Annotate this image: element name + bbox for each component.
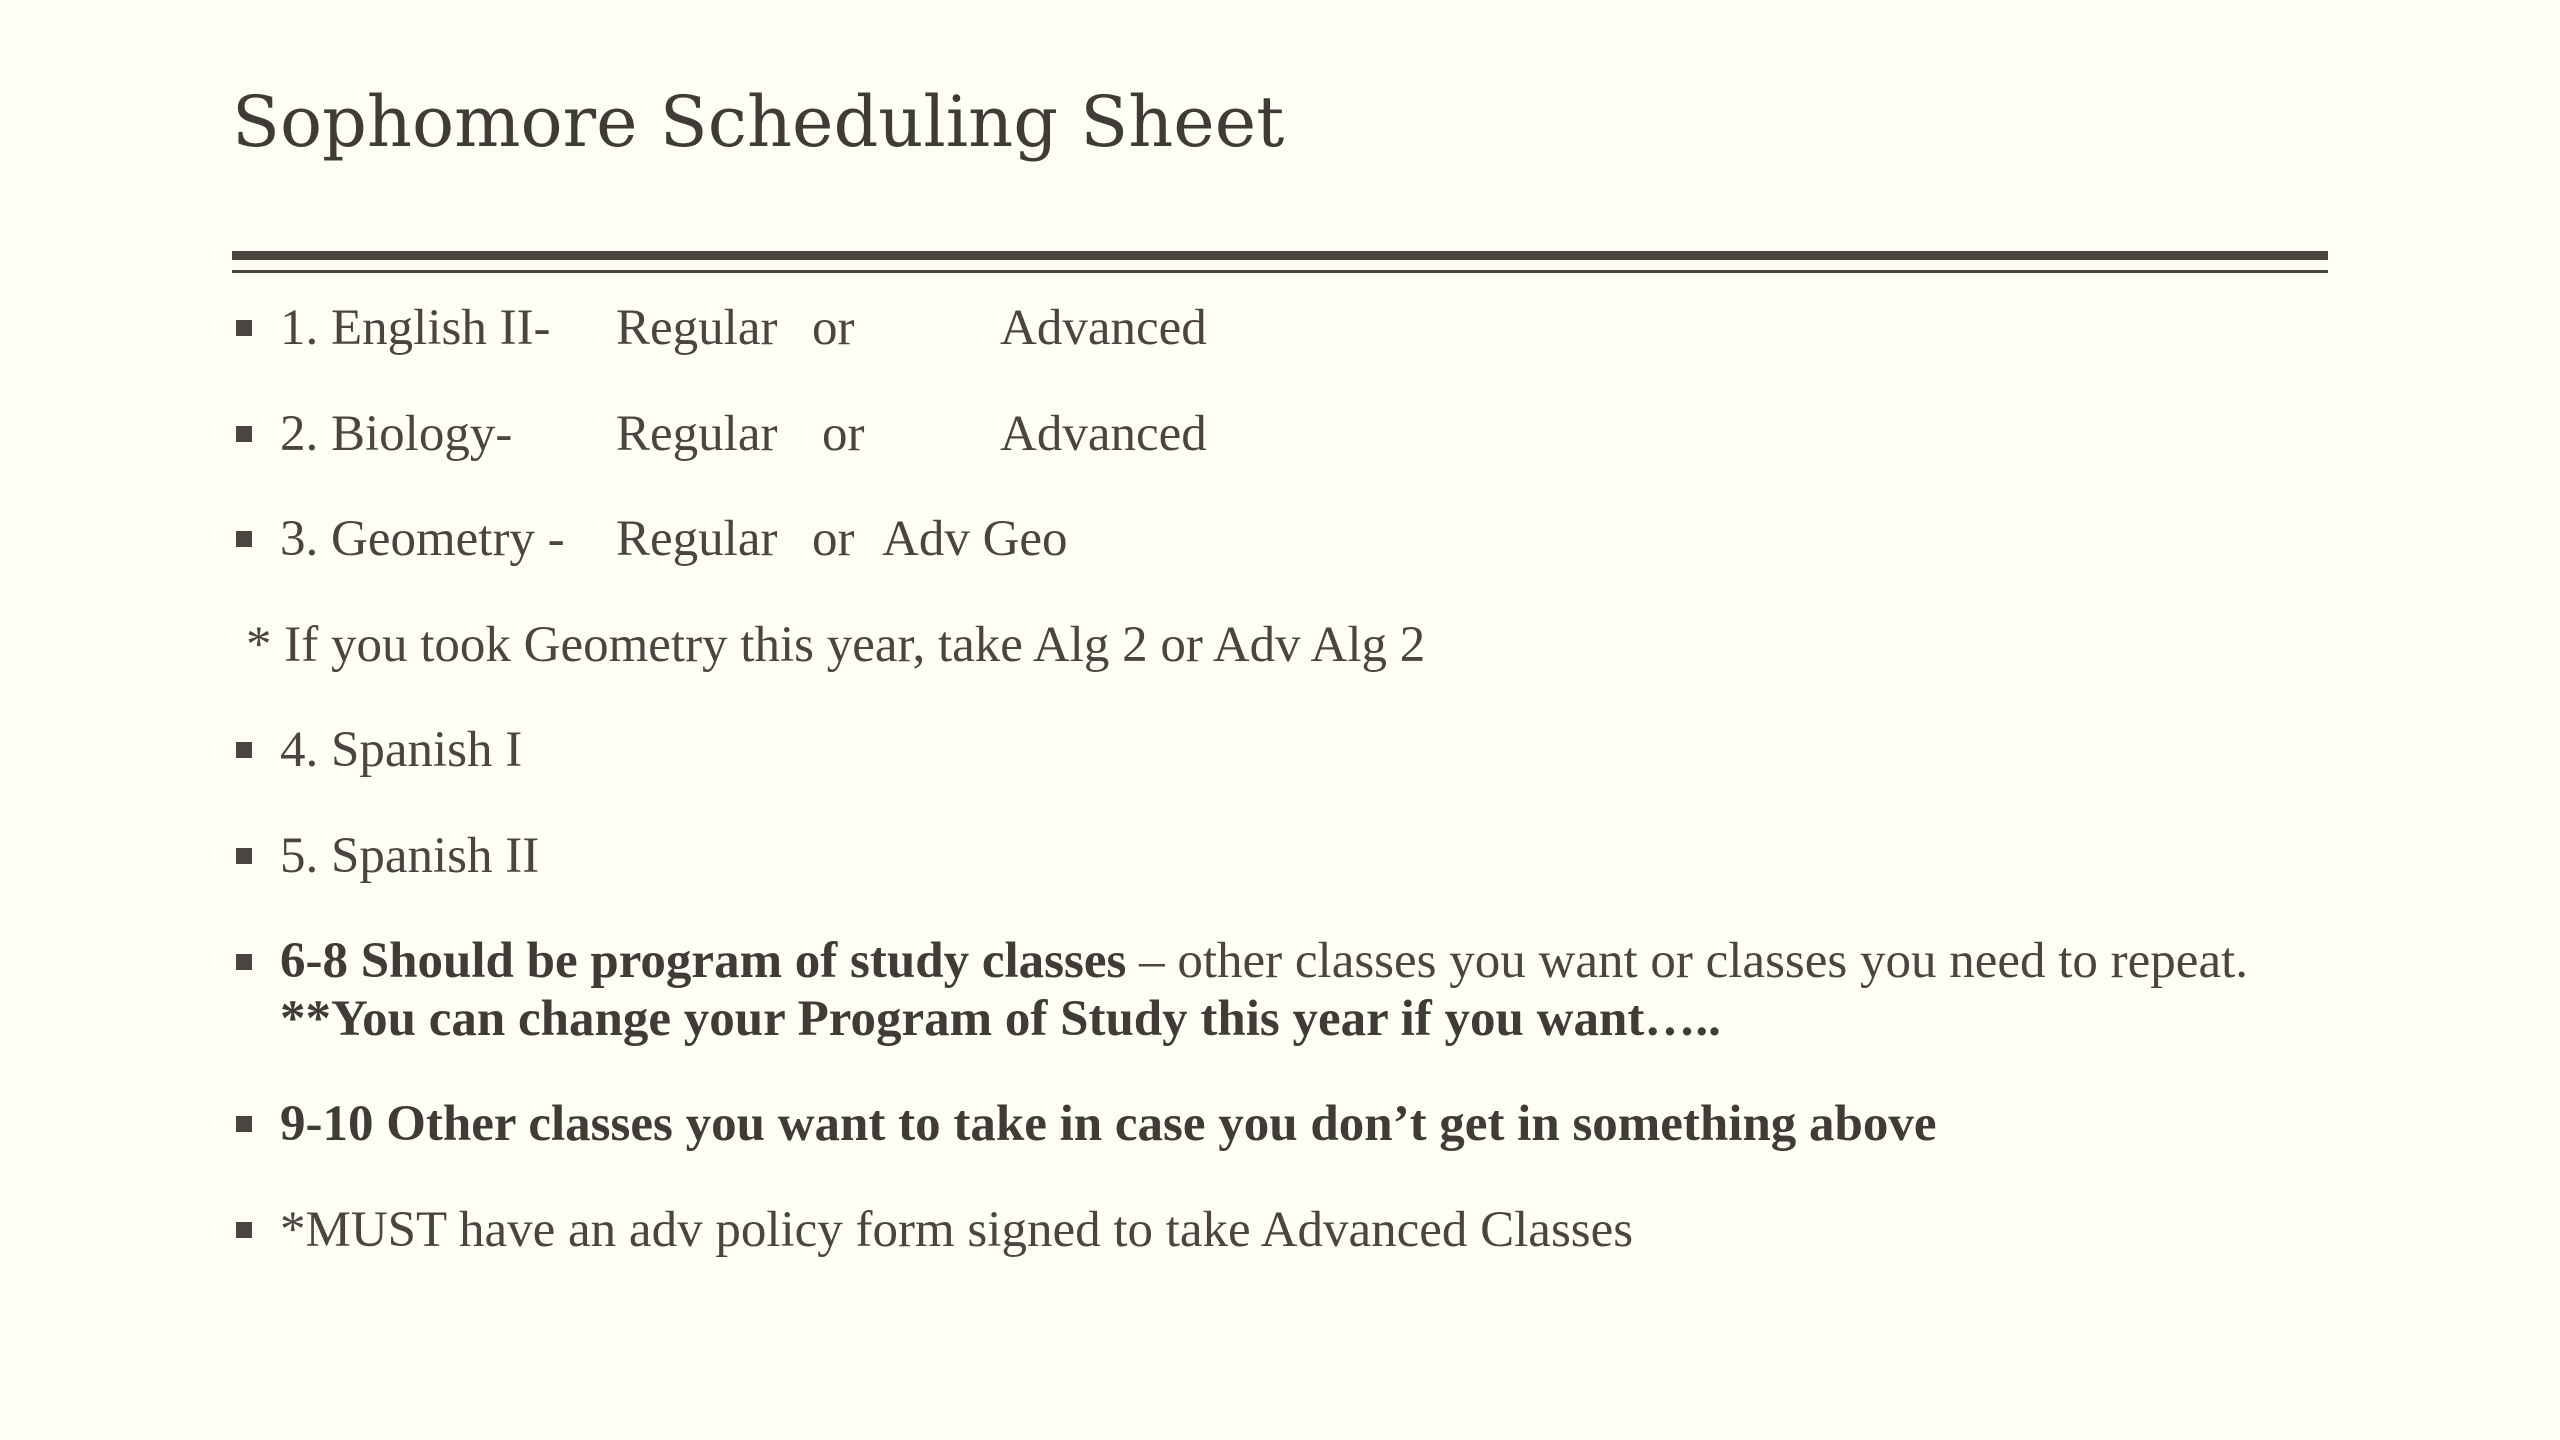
square-bullet-icon: [236, 1222, 252, 1238]
square-bullet-icon: [236, 848, 252, 864]
biology-or: or: [822, 406, 865, 462]
other-classes-text: 9-10 Other classes you want to take in case you don’t get in something above: [280, 1096, 1937, 1152]
geometry-label: 3. Geometry -: [280, 511, 565, 567]
biology-label: 2. Biology-: [280, 406, 513, 462]
square-bullet-icon: [236, 742, 252, 758]
program-of-study-text: [280, 932, 2320, 1048]
geometry-option-advanced: Adv Geo: [882, 511, 1068, 567]
square-bullet-icon: [236, 320, 252, 336]
program-bold-tail: **You can change your Program of Study this year if you want…..: [280, 991, 1721, 1047]
geometry-option-regular: Regular: [616, 511, 778, 567]
policy-text: *MUST have an adv policy form signed to take Advanced Classes: [280, 1202, 1634, 1258]
biology-option-regular: Regular: [616, 406, 778, 462]
slide-title: Sophomore Scheduling Sheet: [232, 81, 1285, 163]
program-normal-text: – other classes you want or classes you need to repeat.: [1126, 933, 2248, 989]
geometry-or: or: [812, 511, 855, 567]
english-option-regular: Regular: [616, 300, 778, 356]
spanish-2-label: 5. Spanish II: [280, 828, 540, 884]
square-bullet-icon: [236, 426, 252, 442]
english-option-advanced: Advanced: [1000, 300, 1207, 356]
bullet-list: [232, 0, 2328, 1440]
english-or: or: [812, 300, 855, 356]
english-label: 1. English II-: [280, 300, 551, 356]
spanish-1-label: 4. Spanish I: [280, 722, 523, 778]
square-bullet-icon: [236, 531, 252, 547]
geometry-note-text: * If you took Geometry this year, take Alg 2 or Adv Alg 2: [246, 617, 1426, 673]
biology-option-advanced: Advanced: [1000, 406, 1207, 462]
square-bullet-icon: [236, 954, 252, 970]
program-bold-lead: 6-8 Should be program of study classes: [280, 933, 1127, 989]
square-bullet-icon: [236, 1116, 252, 1132]
